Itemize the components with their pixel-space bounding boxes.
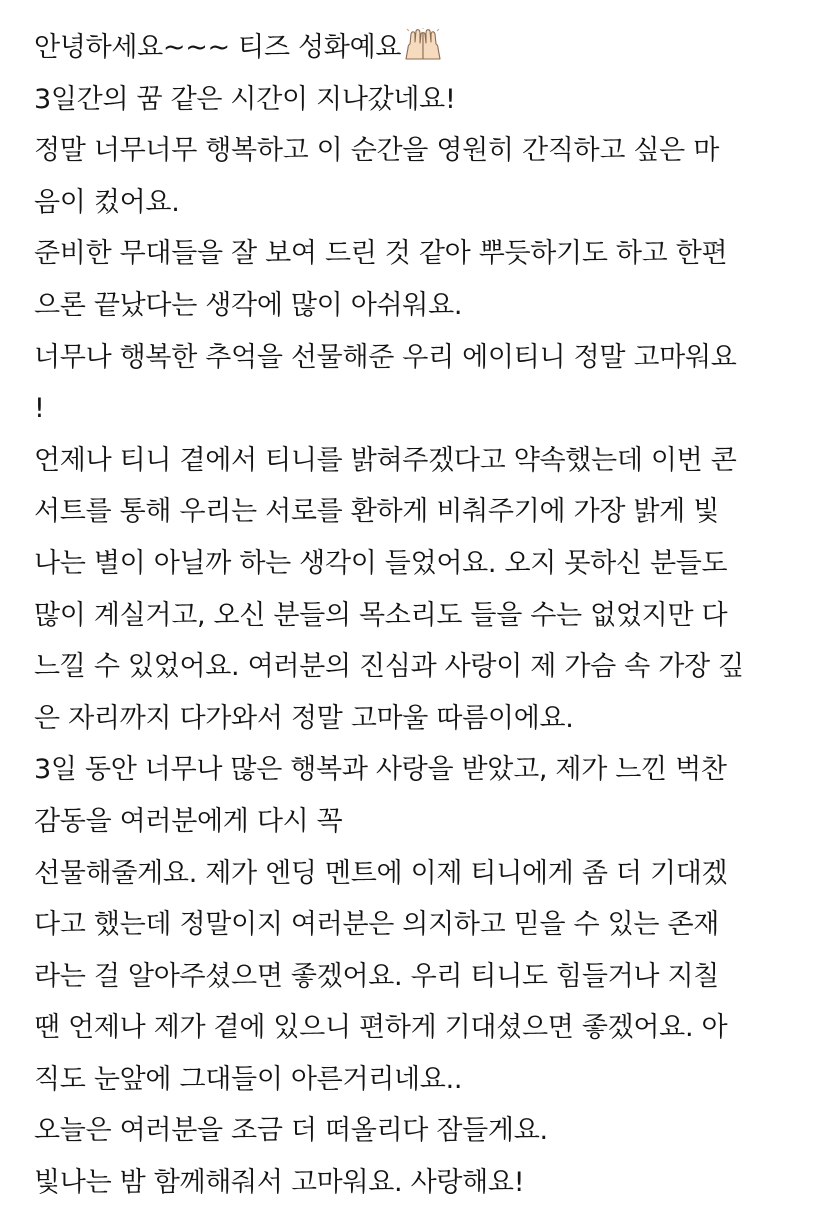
- text-line-8: !: [34, 393, 45, 425]
- text-line-9: 언제나 티니 곁에서 티니를 밝혀주겠다고 약속했는데 이번 콘: [34, 444, 737, 476]
- text-line-1-text: 안녕하세요~~~ 티즈 성화예요: [34, 32, 402, 63]
- text-line-19: 라는 걸 알아주셨으면 좋겠어요. 우리 티니도 힘들거나 지칠: [34, 960, 720, 992]
- text-line-18: 다고 했는데 정말이지 여러분은 의지하고 믿을 수 있는 존재: [34, 909, 720, 941]
- raising-hands-icon: [403, 28, 443, 62]
- text-line-10: 서트를 통해 우리는 서로를 환하게 비춰주기에 가장 밝게 빛: [34, 496, 720, 528]
- text-line-6: 으론 끝났다는 생각에 많이 아쉬워요.: [34, 289, 463, 321]
- text-line-21: 직도 눈앞에 그대들이 아른거리네요..: [34, 1063, 463, 1095]
- post-text: [34, 22, 824, 1209]
- text-line-4: 음이 컸어요.: [34, 186, 180, 218]
- text-line-2: 3일간의 꿈 같은 시간이 지나갔네요!: [34, 83, 456, 115]
- text-line-22: 오늘은 여러분을 조금 더 떠올리다 잠들게요.: [34, 1115, 548, 1147]
- text-line-3: 정말 너무너무 행복하고 이 순간을 영원히 간직하고 싶은 마: [34, 135, 720, 167]
- text-line-5: 준비한 무대들을 잘 보여 드린 것 같아 뿌듯하기도 하고 한편: [34, 238, 728, 270]
- text-line-12: 많이 계실거고, 오신 분들의 목소리도 들을 수는 없었지만 다: [34, 599, 728, 631]
- text-line-1: [34, 22, 824, 74]
- text-line-16: 감동을 여러분에게 다시 꼭: [34, 805, 343, 837]
- text-line-17: 선물해줄게요. 제가 엔딩 멘트에 이제 티니에게 좀 더 기대겠: [34, 857, 728, 889]
- text-line-15: 3일 동안 너무나 많은 행복과 사랑을 받았고, 제가 느낀 벅찬: [34, 754, 727, 786]
- text-line-11: 나는 별이 아닐까 하는 생각이 들었어요. 오지 못하신 분들도: [34, 547, 728, 579]
- text-line-20: 땐 언제나 제가 곁에 있으니 편하게 기대셨으면 좋겠어요. 아: [34, 1012, 728, 1044]
- text-line-13: 느낄 수 있었어요. 여러분의 진심과 사랑이 제 가슴 속 가장 깊: [34, 651, 744, 683]
- text-line-7: 너무나 행복한 추억을 선물해준 우리 에이티니 정말 고마워요: [34, 341, 737, 373]
- text-line-14: 은 자리까지 다가와서 정말 고마울 따름이에요.: [34, 702, 574, 734]
- text-line-23: 빛나는 밤 함께해줘서 고마워요. 사랑해요!: [34, 1167, 525, 1199]
